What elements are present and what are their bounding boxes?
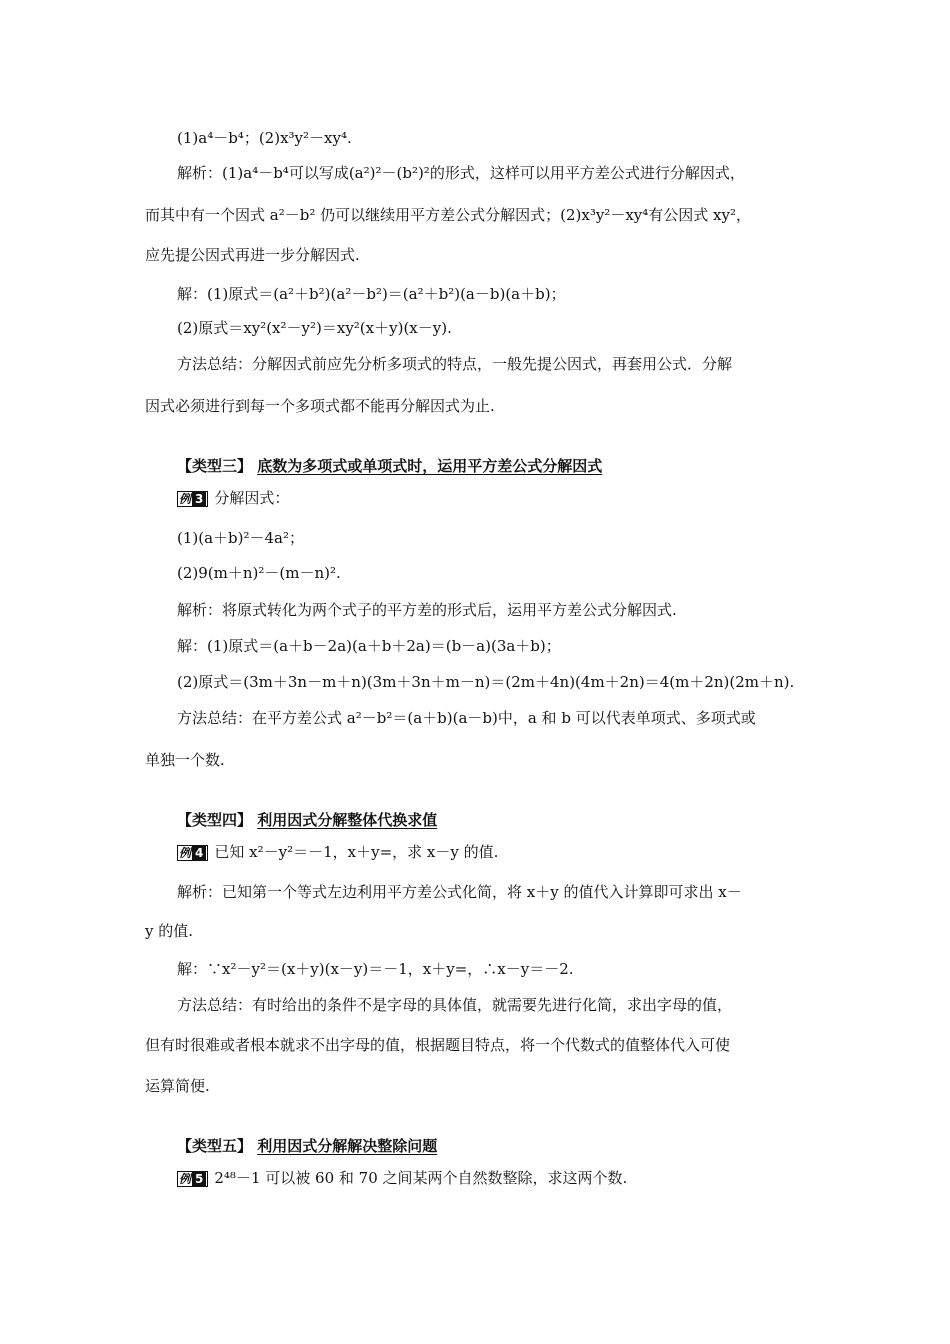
- analysis-line-1: 解析：(1)a⁴－b⁴可以写成(a²)²－(b²)²的形式，这样可以用平方差公式进行分解因式，: [177, 164, 745, 182]
- method-summary-line-2: 但有时很难或者根本就求不出字母的值，根据题目特点，将一个代数式的值整体代入可使: [145, 1036, 731, 1054]
- method-summary-line-2: 单独一个数.: [145, 751, 225, 769]
- analysis-line-3: 应先提公因式再进一步分解因式.: [145, 246, 360, 264]
- section-tag: 【类型五】: [177, 1137, 253, 1155]
- method-summary-line-1: 方法总结：有时给出的条件不是字母的具体值，就需要先进行化简，求出字母的值，: [177, 996, 733, 1014]
- analysis-line-2: 而其中有一个因式 a²－b² 仍可以继续用平方差公式分解因式；(2)x³y²－xy⁴有公因式 xy²，: [145, 206, 751, 224]
- analysis-line-2: y 的值.: [145, 922, 194, 940]
- analysis-line: 解析：将原式转化为两个式子的平方差的形式后，运用平方差公式分解因式.: [177, 601, 677, 619]
- example-badge: 例 5: [177, 1168, 208, 1188]
- example-badge: 例 3: [177, 488, 208, 508]
- example-badge: 例 4: [177, 842, 208, 862]
- example-5: [177, 1168, 627, 1188]
- problem-item-1: (1)(a＋b)²－4a²；: [177, 529, 305, 547]
- example-text: 2⁴⁸－1 可以被 60 和 70 之间某两个自然数整除，求这两个数.: [214, 1169, 628, 1187]
- example-4: [177, 842, 498, 862]
- section-heading-type-4: [177, 810, 437, 830]
- solution-line-2: (2)原式＝xy²(x²－y²)＝xy²(x＋y)(x－y).: [177, 319, 452, 337]
- section-title: 底数为多项式或单项式时，运用平方差公式分解因式: [257, 457, 603, 475]
- solution-line: 解：∵x²－y²＝(x＋y)(x－y)＝－1，x＋y=，∴x－y＝－2.: [177, 960, 574, 978]
- section-heading-type-3: [177, 456, 602, 476]
- section-tag: 【类型四】: [177, 811, 253, 829]
- solution-line-1: 解：(1)原式＝(a²＋b²)(a²－b²)＝(a²＋b²)(a－b)(a＋b)；: [177, 285, 566, 303]
- method-summary-line-3: 运算简便.: [145, 1077, 210, 1095]
- problem-item-2: (2)9(m＋n)²－(m－n)².: [177, 564, 341, 582]
- section-tag: 【类型三】: [177, 457, 253, 475]
- method-summary-line-2: 因式必须进行到每一个多项式都不能再分解因式为止.: [145, 397, 495, 415]
- section-heading-type-5: [177, 1136, 437, 1156]
- problem-items: (1)a⁴－b⁴；(2)x³y²－xy⁴.: [177, 129, 352, 147]
- section-title: 利用因式分解整体代换求值: [257, 811, 438, 829]
- example-text: 分解因式：: [214, 489, 290, 507]
- method-summary-line-1: 方法总结：分解因式前应先分析多项式的特点，一般先提公因式，再套用公式．分解: [177, 355, 733, 373]
- method-summary-line-1: 方法总结：在平方差公式 a²－b²＝(a＋b)(a－b)中，a 和 b 可以代表单项式、多项式或: [177, 709, 756, 727]
- example-text: 已知 x²－y²＝－1，x＋y=，求 x－y 的值.: [214, 843, 499, 861]
- section-title: 利用因式分解解决整除问题: [257, 1137, 438, 1155]
- example-3: [177, 488, 289, 508]
- analysis-line-1: 解析：已知第一个等式左边利用平方差公式化简，将 x＋y 的值代入计算即可求出 x－: [177, 883, 742, 901]
- solution-line-1: 解：(1)原式＝(a＋b－2a)(a＋b＋2a)＝(b－a)(3a＋b)；: [177, 637, 561, 655]
- solution-line-2: (2)原式＝(3m＋3n－m＋n)(3m＋3n＋m－n)＝(2m＋4n)(4m＋2n)＝4(m＋2n)(2m＋n).: [177, 673, 795, 691]
